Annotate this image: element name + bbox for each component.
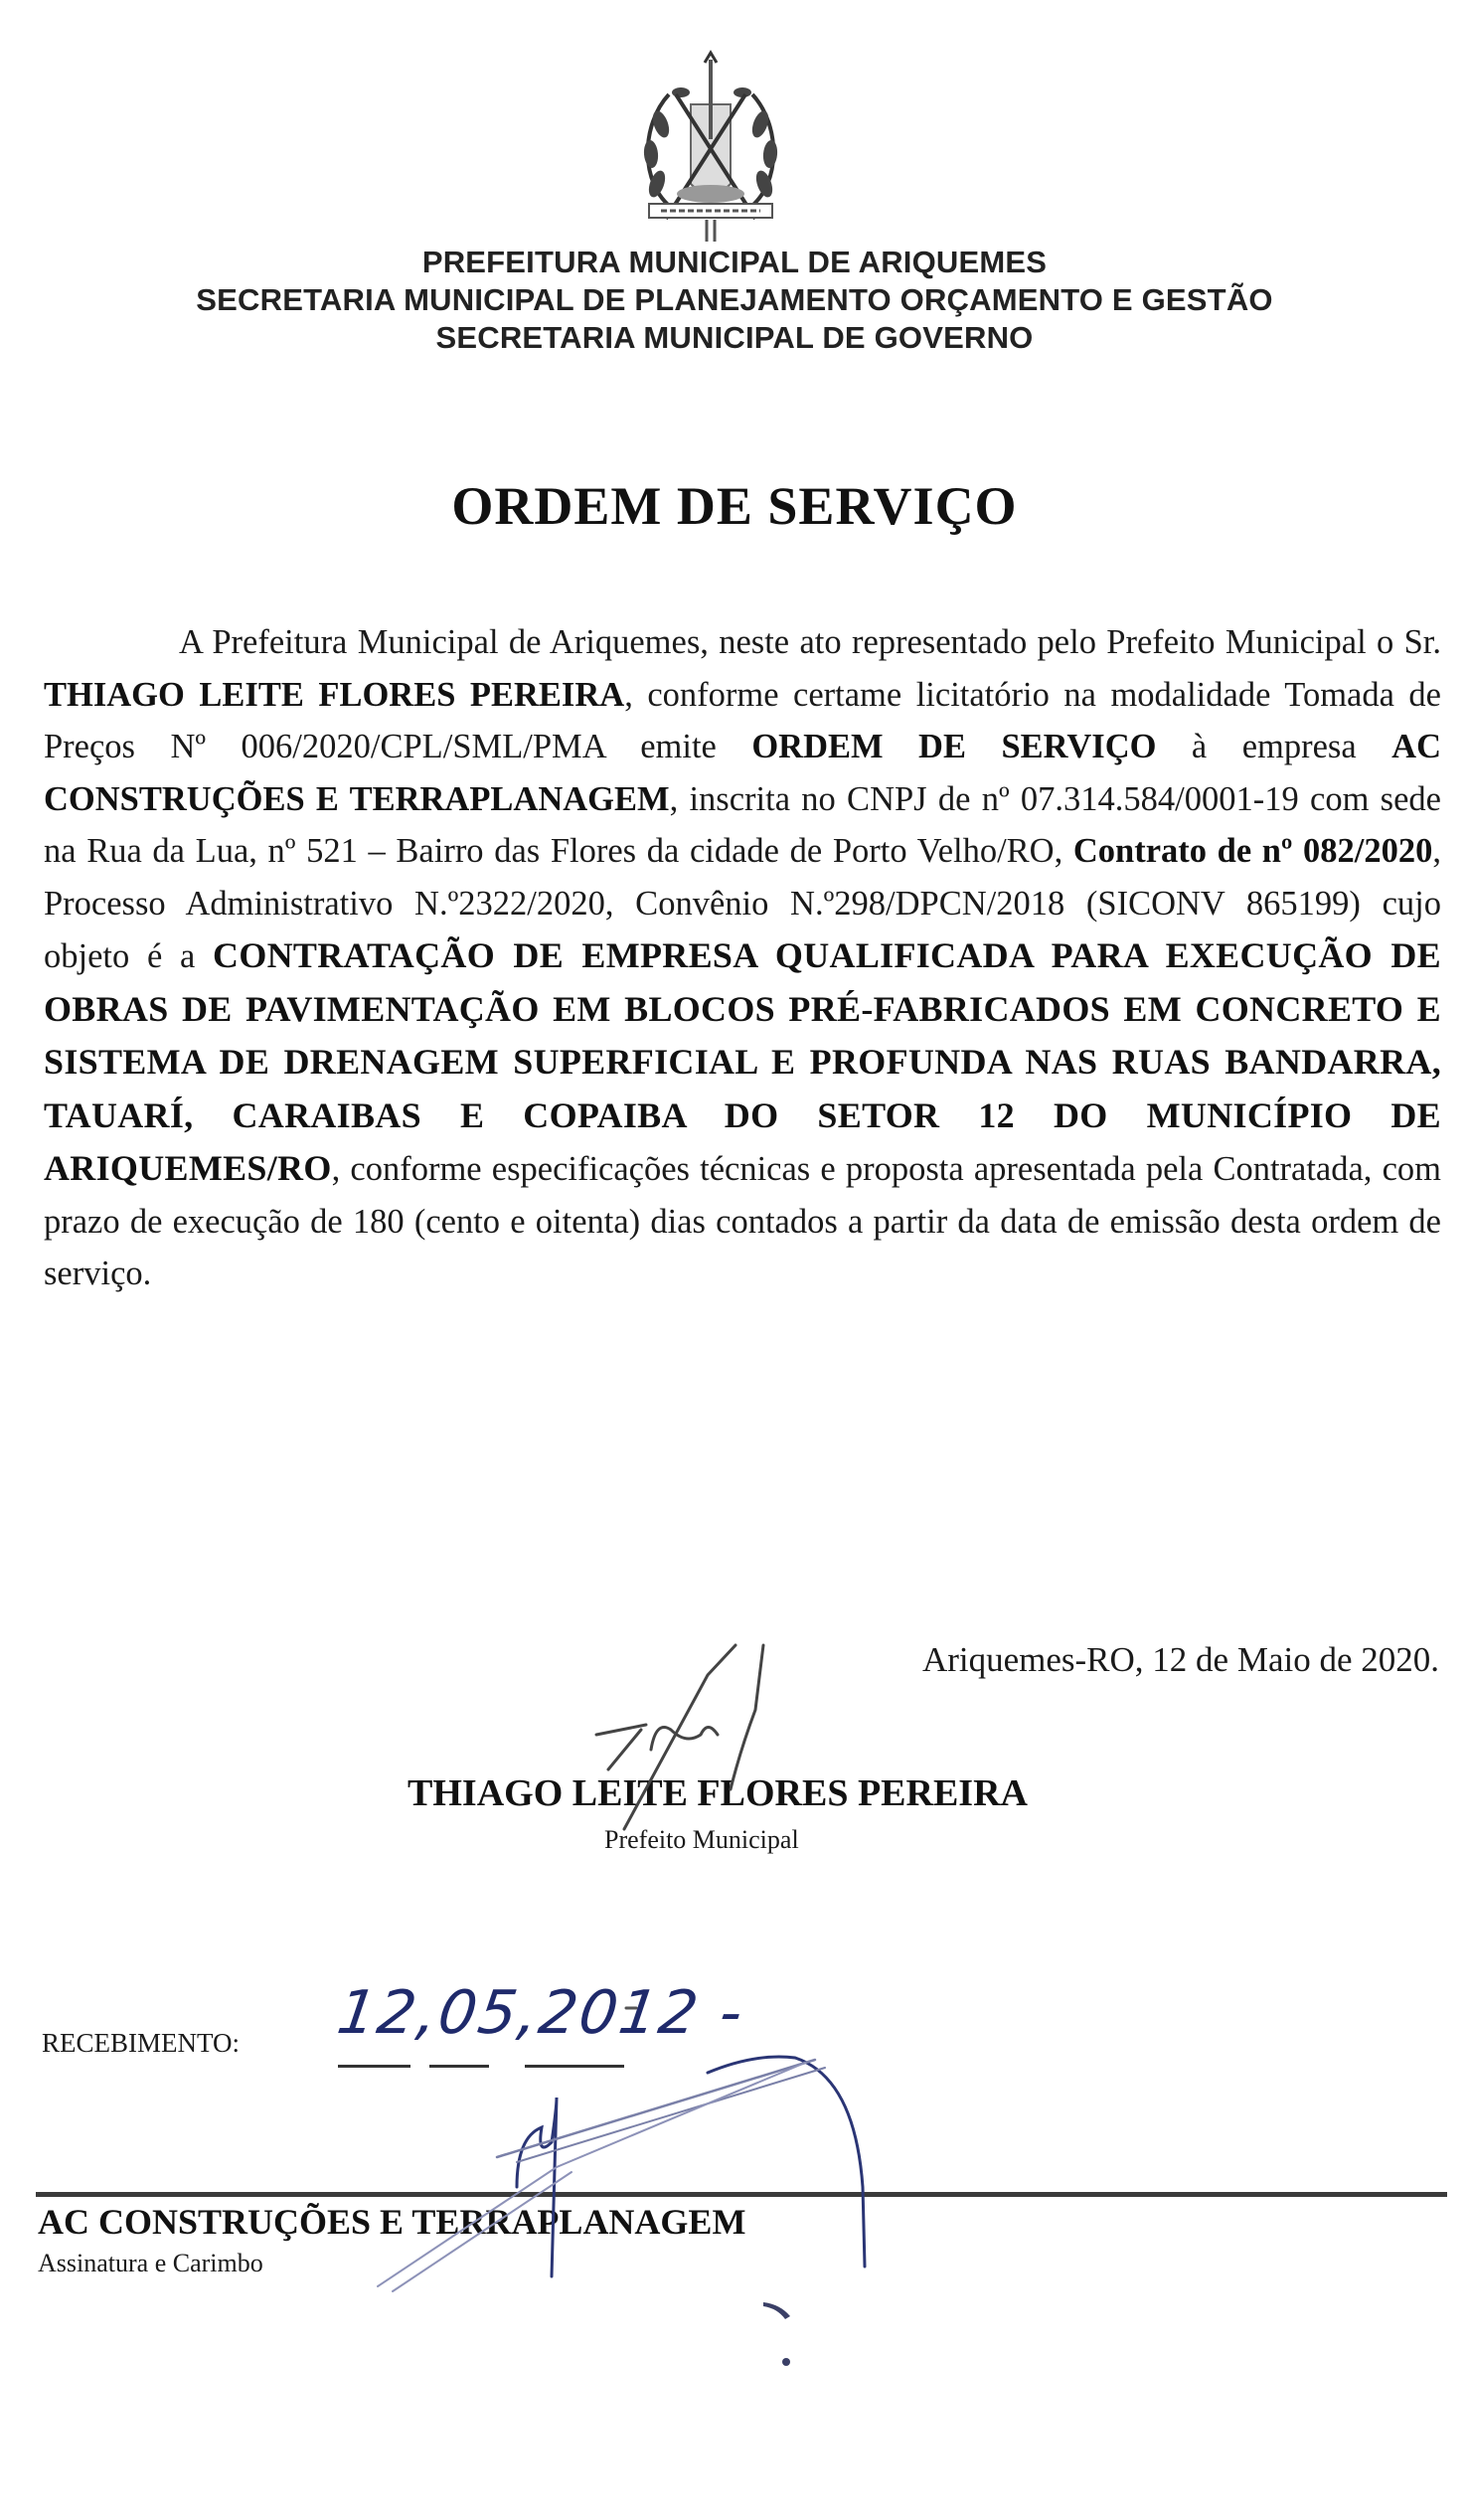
body-paragraph bbox=[44, 616, 1441, 1300]
contract-inline: Contrato de nº 082/2020 bbox=[1072, 832, 1433, 870]
header-line-2: SECRETARIA MUNICIPAL DE PLANEJAMENTO ORÇAMENTO E GESTÃO bbox=[196, 282, 1273, 317]
contract-object: CONTRATAÇÃO DE EMPRESA QUALIFICADA PARA EXECUÇÃO DE OBRAS DE PAVIMENTAÇÃO EM BLOCOS PRÉ-FABRICADOS EM CONCRETO E SISTEMA DE DRENAGEM SUPERFICIAL E PROFUNDA NAS RUAS BANDARRA, TAUARÍ, CARAIBAS E COPAIBA DO SETOR 12 DO MUNICÍPIO DE ARIQUEMES/RO bbox=[44, 935, 1441, 1188]
document-title: ORDEM DE SERVIÇO bbox=[451, 476, 1018, 536]
signature-line bbox=[36, 2192, 1447, 2197]
municipal-coat-of-arms-icon bbox=[621, 45, 800, 244]
body-text: , inscrita no CNPJ de nº 07.314.584/0001-19 com sede na Rua da Lua, nº 521 – Bairro das Flores da cidade de Porto Velho/RO, bbox=[44, 779, 1441, 870]
body-text: , conforme especificações técnicas e proposta apresentada pela Contratada, com prazo de execução de 180 (cento e oitenta) dias contados a partir da data de emissão desta ordem de serviço. bbox=[44, 1150, 1441, 1292]
body-text: , Processo Administrativo N.º2322/2020, Convênio N.º298/DPCN/2018 (SICONV 865199) cujo objeto é a bbox=[44, 832, 1441, 975]
receipt-day-line bbox=[338, 2065, 410, 2068]
place-and-date: Ariquemes-RO, 12 de Maio de 2020. bbox=[921, 1640, 1439, 1679]
body-text: , conforme certame licitatório na modalidade Tomada de Preços Nº 006/2020/CPL/SML/PMA emite bbox=[44, 675, 1441, 765]
receipt-label: RECEBIMENTO: bbox=[42, 2028, 241, 2058]
header-line-3: SECRETARIA MUNICIPAL DE GOVERNO bbox=[435, 320, 1034, 355]
body-text: A Prefeitura Municipal de Ariquemes, neste ato representado pelo Prefeito Municipal o Sr. bbox=[179, 623, 1441, 661]
receipt-month-line bbox=[429, 2065, 489, 2068]
company-signature-role: Assinatura e Carimbo bbox=[38, 2249, 263, 2277]
company-inline: AC CONSTRUÇÕES E TERRAPLANAGEM bbox=[44, 728, 1441, 818]
stray-ink-marks-icon bbox=[763, 2302, 790, 2366]
company-name: AC CONSTRUÇÕES E TERRAPLANAGEM bbox=[38, 2202, 746, 2242]
company-signature-icon bbox=[378, 2008, 865, 2291]
body-text: à empresa bbox=[1156, 728, 1392, 765]
mayor-name-inline: THIAGO LEITE FLORES PEREIRA bbox=[44, 675, 625, 714]
mayor-name: THIAGO LEITE FLORES PEREIRA bbox=[408, 1772, 1028, 1814]
receipt-year-line bbox=[525, 2065, 624, 2068]
order-inline: ORDEM DE SERVIÇO bbox=[751, 728, 1157, 765]
mayor-role: Prefeito Municipal bbox=[604, 1825, 799, 1854]
header-line-1: PREFEITURA MUNICIPAL DE ARIQUEMES bbox=[421, 245, 1048, 279]
handwritten-receipt-date: 12,05,2012 - bbox=[333, 1978, 749, 2048]
